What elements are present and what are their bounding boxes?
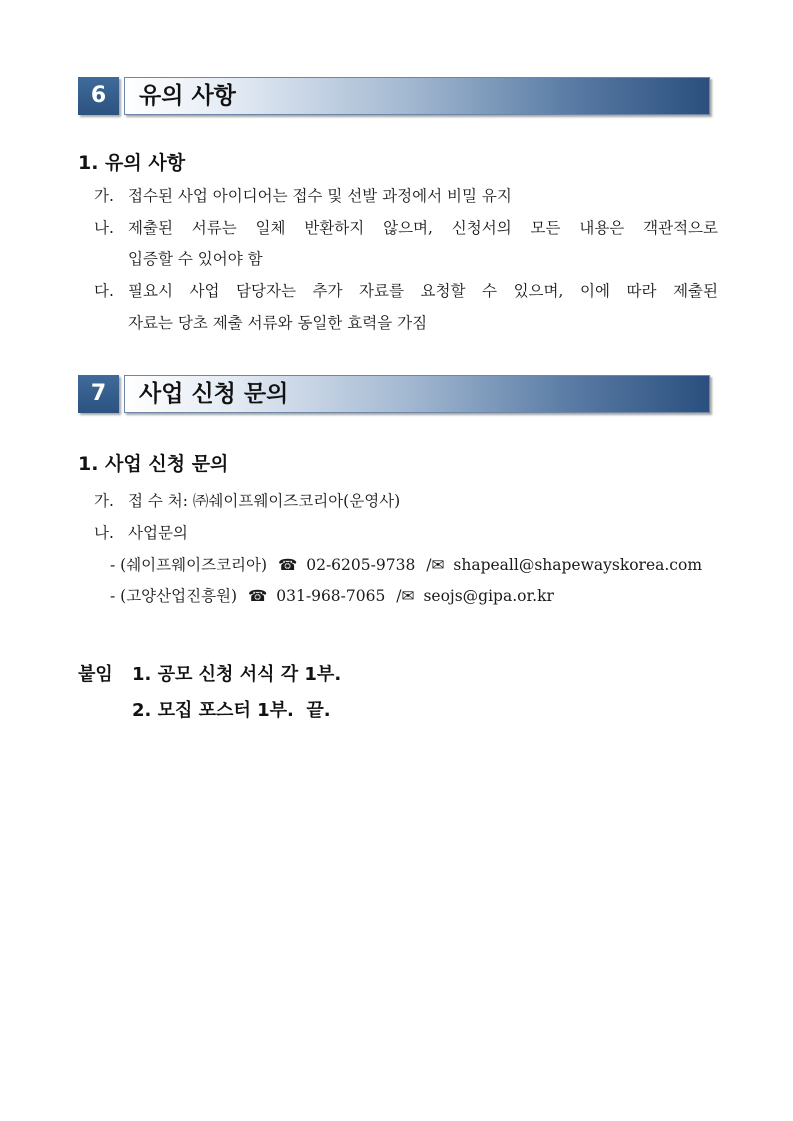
contact-email[interactable]: shapeall@shapewayskorea.com bbox=[453, 556, 703, 574]
list-item bbox=[94, 279, 718, 301]
item-text: 제출된 서류는 일체 반환하지 않으며, 신청서의 모든 내용은 객관적으로 bbox=[128, 219, 718, 237]
item-text: 사업문의 bbox=[128, 524, 188, 542]
section-7-title: 사업 신청 문의 bbox=[139, 381, 289, 407]
mail-icon: /✉ bbox=[426, 556, 445, 574]
section-7-subtitle: 1. 사업 신청 문의 bbox=[78, 453, 229, 475]
item-text: 접 수 처: ㈜쉐이프웨이즈코리아(운영사) bbox=[128, 492, 401, 510]
list-item bbox=[94, 489, 400, 511]
mail-icon: /✉ bbox=[396, 587, 415, 605]
phone-icon: ☎ bbox=[277, 556, 298, 574]
attachment-item: 1. 공모 신청 서식 각 1부. bbox=[132, 664, 342, 685]
list-item bbox=[94, 216, 718, 238]
section-6-subtitle: 1. 유의 사항 bbox=[78, 152, 186, 174]
contact-row bbox=[110, 584, 554, 606]
item-label: 가. bbox=[94, 492, 114, 510]
attachment-label: 붙임 bbox=[78, 664, 113, 685]
contact-phone: 02-6205-9738 bbox=[306, 556, 416, 574]
section-6-title-bar bbox=[124, 77, 710, 115]
contact-email[interactable]: seojs@gipa.or.kr bbox=[423, 587, 554, 605]
list-item bbox=[94, 521, 188, 543]
contact-phone: 031-968-7065 bbox=[276, 587, 386, 605]
item-label: 다. bbox=[94, 282, 114, 300]
contact-row bbox=[110, 553, 702, 575]
list-item bbox=[94, 184, 512, 206]
contact-org: - (쉐이프웨이즈코리아) bbox=[110, 556, 268, 574]
section-7-title-bar bbox=[124, 375, 710, 413]
item-label: 나. bbox=[94, 219, 114, 237]
item-text: 필요시 사업 담당자는 추가 자료를 요청할 수 있으며, 이에 따라 제출된 bbox=[128, 282, 718, 300]
item-text: 접수된 사업 아이디어는 접수 및 선발 과정에서 비밀 유지 bbox=[128, 187, 512, 205]
phone-icon: ☎ bbox=[248, 587, 268, 605]
section-6-title: 유의 사항 bbox=[139, 83, 236, 109]
section-7-header bbox=[78, 375, 708, 413]
attachment-item: 2. 모집 포스터 1부. 끝. bbox=[132, 700, 331, 721]
section-6-header bbox=[78, 77, 708, 115]
item-label: 나. bbox=[94, 524, 114, 542]
section-6-number: 6 bbox=[78, 77, 119, 115]
item-text-continued: 입증할 수 있어야 함 bbox=[128, 250, 263, 268]
item-text-continued: 자료는 당초 제출 서류와 동일한 효력을 가짐 bbox=[128, 314, 428, 332]
section-7-number: 7 bbox=[78, 375, 119, 413]
contact-org: - (고양산업진흥원) bbox=[110, 587, 238, 605]
item-label: 가. bbox=[94, 187, 114, 205]
